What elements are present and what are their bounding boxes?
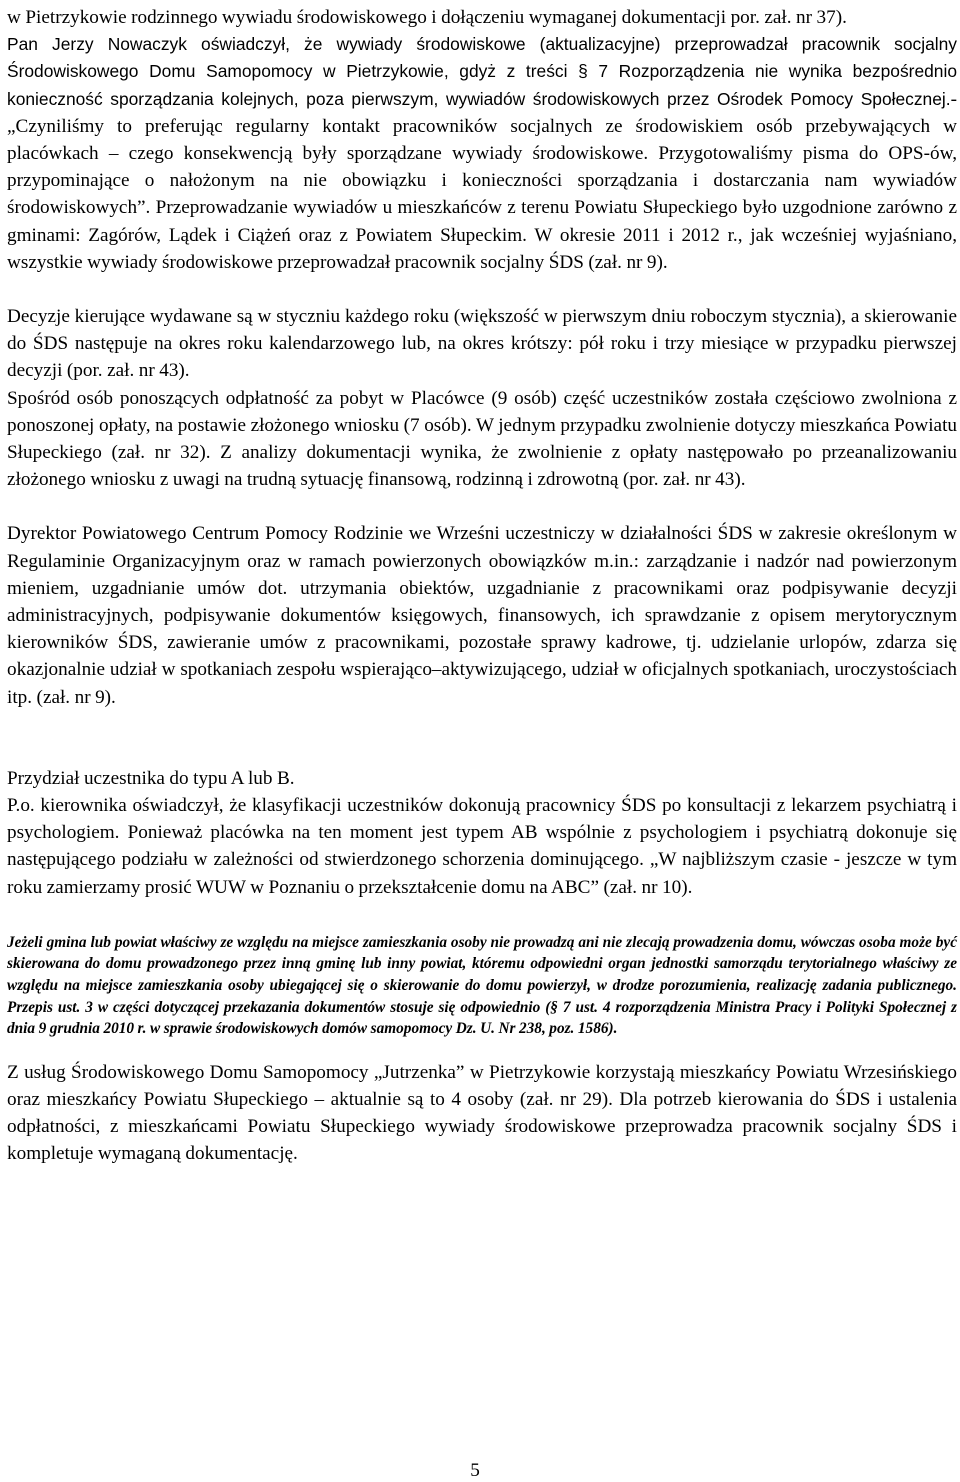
paragraph-text: Spośród osób ponoszących odpłatność za pobyt w Placówce (9 osób) część uczestników została częściowo zwolniona z ponoszonej opłaty, na postawie złożonego wniosku (7 osób). W jednym przypadku zwolnienie dotyczy mieszkańca Powiatu Słupeckiego (zał. nr 32). Z analizy dokumentacji wynika, że zwolnienie z opłaty następowało po przeanalizowaniu złożonego wniosku z uwagi na trudną sytuację finansową, rodzinną i zdrowotną (por. zał. nr 43). bbox=[7, 387, 957, 491]
paragraph-text-serif: - „Czyniliśmy to preferując regularny kontakt pracowników socjalnych ze środowiskiem osób przebywających w placówkach – czego konsekwencją były sporządzane wywiady środowiskowe. Przygotowaliśmy pisma do OPS-ów, przypominające o nałożonym na nie obowiązku i konieczności sporządzania i dostarczania nam wywiadów środowiskowych”. Przeprowadzanie wywiadów u mieszkańców z terenu Powiatu Słupeckiego było uzgodnione zarówno z gminami: Zagórów, Lądek i Ciążeń oraz z Powiatem Słupeckim. W okresie 2011 i 2012 r., jak wcześniej wyjaśniano, wszystkie wywiady środowiskowe przeprowadzał pracownik socjalny ŚDS (zał. nr 9). bbox=[7, 88, 957, 273]
spacer bbox=[7, 276, 957, 303]
document-page bbox=[7, 0, 957, 1168]
paragraph-interview-statement bbox=[7, 31, 957, 276]
paragraph-text: w Pietrzykowie rodzinnego wywiadu środowiskowego i dołączeniu wymaganej dokumentacji por. zał. nr 37). bbox=[7, 7, 847, 28]
paragraph-continuation bbox=[7, 4, 957, 31]
paragraph-director bbox=[7, 520, 957, 710]
spacer bbox=[7, 493, 957, 520]
paragraph-decisions bbox=[7, 303, 957, 385]
spacer bbox=[7, 1040, 957, 1059]
legal-note bbox=[7, 932, 957, 1040]
paragraph-fees bbox=[7, 385, 957, 494]
spacer bbox=[7, 711, 957, 765]
paragraph-text: Z usług Środowiskowego Domu Samopomocy „Jutrzenka” w Pietrzykowie korzystają mieszkańcy Powiatu Wrzesińskiego oraz mieszkańcy Powiatu Słupeckiego – aktualnie są to 4 osoby (zał. nr 29). Dla potrzeb kierowania do ŚDS i ustalenia odpłatności, z mieszkańcami Powiatu Słupeckiego wywiady środowiskowe przeprowadza pracownik socjalny ŚDS i kompletuje wymaganą dokumentację. bbox=[7, 1061, 957, 1165]
legal-note-text: Jeżeli gmina lub powiat właściwy ze względu na miejsce zamieszkania osoby nie prowadzą ani nie zlecają prowadzenia domu, wówczas osoba może być skierowana do domu prowadzonego przez inną gminę lub inny powiat, któremu odpowiedni organ jednostki samorządu terytorialnego właściwy ze względu na miejsce zamieszkania osoby ubiegającej się o skierowanie do domu powierzył, w drodze porozumienia, realizację zadania publicznego. Przepis ust. 3 w części dotyczącej przekazania dokumentów stosuje się odpowiednio (§ 7 ust. 4 rozporządzenia Ministra Pracy i Polityki Społecznej z dnia 9 grudnia 2010 r. w sprawie środowiskowych domów samopomocy Dz. U. Nr 238, poz. 1586). bbox=[7, 933, 957, 1038]
spacer bbox=[7, 901, 957, 932]
page-number: 5 bbox=[470, 1460, 480, 1481]
heading-text: Przydział uczestnika do typu A lub B. bbox=[7, 767, 295, 789]
paragraph-text: P.o. kierownika oświadczył, że klasyfikacji uczestników dokonują pracownicy ŚDS po konsultacji z lekarzem psychiatrą i psychologiem. Ponieważ placówka na ten moment jest typem AB wspólnie z psychologiem i psychiatrą dokonuje się następującego podziału w zależności od stwierdzonego schorzenia dominującego. „W najbliższym czasie - jeszcze w tym roku zamierzamy prosić WUW w Poznaniu o przekształcenie domu na ABC” (zał. nr 10). bbox=[7, 795, 957, 898]
paragraph-classification bbox=[7, 792, 957, 901]
paragraph-text-sans: Pan Jerzy Nowaczyk oświadczył, że wywiady środowiskowe (aktualizacyjne) przeprowadzał pracownik socjalny Środowiskowego Domu Samopomocy w Pietrzykowie, gdyż z treści § 7 Rozporządzenia nie wynika bezpośrednio konieczność sporządzania kolejnych, poza pierwszym, wywiadów środowiskowych przez Ośrodek Pomocy Społecznej. bbox=[7, 34, 957, 109]
paragraph-residents bbox=[7, 1059, 957, 1168]
paragraph-text: Dyrektor Powiatowego Centrum Pomocy Rodzinie we Wrześni uczestniczy w działalności ŚDS w zakresie określonym w Regulaminie Organizacyjnym oraz w ramach powierzonych obowiązków m.in.: zarządzanie i nadzór nad powierzonym mieniem, uzgadnianie umów dot. utrzymania obiektów, uzgadnianie z pracownikami oraz podpisywanie decyzji administracyjnych, podpisywanie dokumentów księgowych, finansowych, ich sprawdzanie z opisem merytorycznym kierowników ŚDS, zawieranie umów z pracownikami, pozostałe sprawy kadrowe, tj. udzielanie urlopów, zdarza się okazjonalnie udział w spotkaniach zespołu wspierająco–aktywizującego, udział w oficjalnych spotkaniach, uroczystościach itp. (zał. nr 9). bbox=[7, 523, 957, 708]
paragraph-text: Decyzje kierujące wydawane są w styczniu każdego roku (większość w pierwszym dniu roboczym stycznia), a skierowanie do ŚDS następuje na okres roku kalendarzowego lub, na okres krótszy: pół roku i trzy miesiące w przypadku pierwszej decyzji (por. zał. nr 43). bbox=[7, 306, 957, 382]
section-heading bbox=[7, 765, 957, 792]
